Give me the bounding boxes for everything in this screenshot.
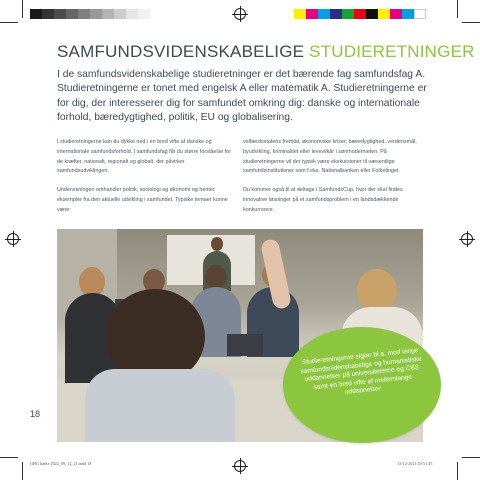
crop-mark: [22, 462, 23, 480]
photo-laptop: [227, 334, 263, 356]
crop-mark: [462, 22, 480, 23]
slug-filename: GHG hæfte 2022_09_12_21.indd 18: [30, 461, 92, 466]
photo-student-head: [205, 265, 227, 289]
crop-mark: [22, 0, 23, 18]
crop-mark: [457, 462, 458, 480]
crop-mark: [0, 22, 18, 23]
page-number: 18: [30, 409, 41, 419]
registration-mark: [234, 460, 246, 472]
body-paragraph: Undervisningen omhandler politik, sociologi og økonomi og henter eksempler fra den aktuelle udvikling i samfundet. Typiske temaer kunne være:: [57, 187, 228, 213]
grayscale-color-bar: [30, 9, 150, 19]
crop-mark: [457, 0, 458, 18]
lead-paragraph: I de samfundsvidenskabelige studieretninger er det bærende fag samfundsfag A. Studieretningerne er tonet med engelsk A eller matematik A. Studieretningerne er for dig, der interesserer dig for samfundet omkring dig: danske og internationale forhold, bæredygtighed, politik, EU og globalisering.: [57, 69, 427, 124]
photo-student-body: [85, 369, 235, 442]
page-title: [57, 42, 475, 62]
body-paragraph: velfærdsstatens fremtid, økonomiske kriser, bæredygtighed, verdensmål, byudvikling, kriminalitet eller levevilkår i sønmodernieten. På studieretningerne vil der typisk være ekskursioner til væsentlige samfundsinstitutioner som f.eks. Nationalbanken eller Folketinget.: [243, 139, 417, 175]
crop-mark: [462, 457, 480, 458]
crop-mark: [0, 457, 18, 458]
registration-mark: [234, 8, 246, 20]
registration-mark: [7, 233, 19, 245]
title-part-dark: SAMFUNDSVIDENSKABELIGE: [57, 42, 305, 61]
callout-text: Studieretningerne sigter bl.a. mod lange samfundsvidenskabelige og humanistiske uddannelser på universiteterne og CBS samt en bred vifte af mellemlange uddannelser.: [300, 347, 422, 397]
body-paragraph: I studieretningerne kan du dykke ned i en bred vifte af danske og internationale samfundsforhold. I samfundsfag får du større forståelse for de kræfter, nationalt, regionalt og globalt, der påvirker samfundsudviklingen.: [57, 139, 232, 175]
cmyk-color-bar: [294, 9, 426, 19]
registration-mark: [461, 233, 473, 245]
title-part-green: STUDIERETNINGER: [309, 42, 475, 61]
slug-timestamp: 13-12-2021 10:51:45: [397, 461, 433, 466]
body-column-left: [57, 138, 233, 225]
body-paragraph: Du kommer også til at deltage i SamfundsCup, hvor der skal findes innovative løsninger på et samfundsproblem i en landsdækkende konkurrence.: [243, 187, 403, 213]
photo-teacher-head: [211, 237, 223, 251]
body-column-right: [243, 138, 419, 225]
